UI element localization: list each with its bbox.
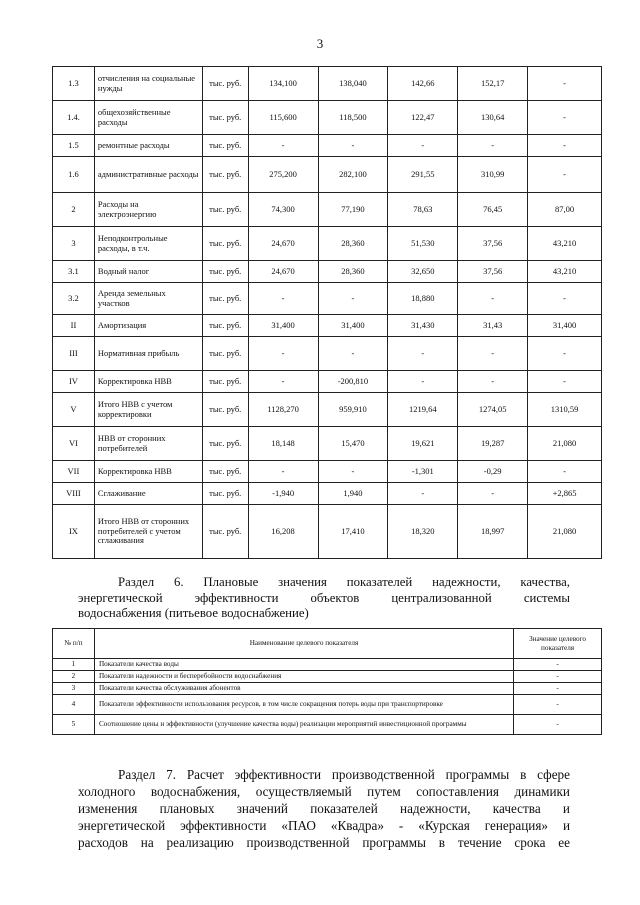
table-row [53,227,602,261]
row-unit: тыс. руб. [202,135,248,157]
row-value: +2,865 [528,483,602,505]
row-value: 18,320 [388,505,458,559]
row-name: Корректировка НВВ [94,371,202,393]
row-value: 31,430 [388,315,458,337]
row-value: 959,910 [318,393,388,427]
row-value: 19,287 [458,427,528,461]
row-name: общехозяйственные расходы [94,101,202,135]
row-number: IV [53,371,95,393]
row-number: 1.3 [53,67,95,101]
row-value: 18,997 [458,505,528,559]
header-num: № п/п [53,629,95,659]
section-7-line: холодного водоснабжения, осуществляемый путем сопоставления динамики [78,784,570,799]
table-row [53,101,602,135]
row-value: -200,810 [318,371,388,393]
row-number: III [53,337,95,371]
table-row [53,193,602,227]
table-row [53,483,602,505]
row-number: V [53,393,95,427]
row-value: 21,080 [528,427,602,461]
row-value: 15,470 [318,427,388,461]
row-number: VI [53,427,95,461]
row-value: - [458,483,528,505]
row-value: - [528,371,602,393]
row-name: Корректировка НВВ [94,461,202,483]
indicator-number: 3 [53,683,95,695]
row-name: Нормативная прибыль [94,337,202,371]
row-value: 115,600 [248,101,318,135]
row-name: административные расходы [94,157,202,193]
row-value: 87,00 [528,193,602,227]
row-value: 16,208 [248,505,318,559]
row-value: - [318,283,388,315]
row-unit: тыс. руб. [202,67,248,101]
indicator-number: 1 [53,659,95,671]
row-value: 142,66 [388,67,458,101]
row-value: - [248,337,318,371]
row-number: VIII [53,483,95,505]
row-name: Водный налог [94,261,202,283]
row-unit: тыс. руб. [202,315,248,337]
row-value: - [388,371,458,393]
row-value: 18,148 [248,427,318,461]
section-7-text [78,766,570,851]
row-value: 19,621 [388,427,458,461]
row-value: - [318,461,388,483]
section-7-line: Раздел 7. Расчет эффективности производственной программы в сфере [118,767,570,782]
row-value: - [458,371,528,393]
indicator-value: - [514,659,602,671]
row-unit: тыс. руб. [202,483,248,505]
row-name: НВВ от сторонних потребителей [94,427,202,461]
indicator-number: 5 [53,715,95,735]
row-value: 32,650 [388,261,458,283]
row-value: 28,360 [318,261,388,283]
section-7-line: изменения плановых значений показателей надежности, качества и [78,801,570,816]
row-unit: тыс. руб. [202,393,248,427]
table-row [53,671,602,683]
row-name: отчисления на социальные нужды [94,67,202,101]
row-value: 51,530 [388,227,458,261]
row-value: 130,64 [458,101,528,135]
table-row [53,695,602,715]
row-value: - [248,461,318,483]
row-value: 122,47 [388,101,458,135]
row-value: - [528,283,602,315]
row-value: - [248,135,318,157]
row-value: 275,200 [248,157,318,193]
row-name: Неподконтрольные расходы, в т.ч. [94,227,202,261]
row-unit: тыс. руб. [202,371,248,393]
row-value: 1,940 [318,483,388,505]
row-unit: тыс. руб. [202,427,248,461]
row-name: Расходы на электроэнергию [94,193,202,227]
row-value: - [528,101,602,135]
row-name: Итого НВВ с учетом корректировки [94,393,202,427]
section-7-line: энергетической эффективности «ПАО «Квадра» - «Курская генерация» и [78,818,570,833]
row-name: ремонтные расходы [94,135,202,157]
indicator-value: - [514,671,602,683]
row-value: 77,190 [318,193,388,227]
row-value: 17,410 [318,505,388,559]
indicator-name: Показатели надежности и бесперебойности водоснабжения [94,671,513,683]
row-value: - [528,461,602,483]
section-7-line: расходов на реализацию производственной программы в течение срока ее [78,835,570,850]
section-6-line: Раздел 6. Плановые значения показателей надежности, качества, [118,575,570,589]
row-number: VII [53,461,95,483]
row-name: Сглаживание [94,483,202,505]
row-value: 43,210 [528,261,602,283]
indicator-number: 2 [53,671,95,683]
row-unit: тыс. руб. [202,227,248,261]
row-value: - [318,135,388,157]
row-value: - [248,283,318,315]
table-row [53,157,602,193]
table-row [53,261,602,283]
row-unit: тыс. руб. [202,505,248,559]
row-value: 28,360 [318,227,388,261]
row-value: 74,300 [248,193,318,227]
row-value: - [318,337,388,371]
table-row [53,315,602,337]
row-unit: тыс. руб. [202,157,248,193]
row-value: 43,210 [528,227,602,261]
row-value: 152,17 [458,67,528,101]
row-number: 1.5 [53,135,95,157]
table-row [53,135,602,157]
indicator-value: - [514,715,602,735]
row-value: - [528,157,602,193]
nvv-table [52,66,602,559]
header-value: Значение целевого показателя [514,629,602,659]
section-6-heading [78,575,570,622]
row-value: 37,56 [458,227,528,261]
row-unit: тыс. руб. [202,193,248,227]
row-unit: тыс. руб. [202,101,248,135]
row-value: -1,301 [388,461,458,483]
row-unit: тыс. руб. [202,461,248,483]
table-row [53,283,602,315]
table-row [53,505,602,559]
row-value: - [528,67,602,101]
row-name: Итого НВВ от сторонних потребителей с учетом сглаживания [94,505,202,559]
section-6-line: водоснабжения (питьевое водоснабжение) [78,606,309,620]
table-row [53,715,602,735]
row-value: 37,56 [458,261,528,283]
row-value: -1,940 [248,483,318,505]
header-name: Наименование целевого показателя [94,629,513,659]
row-value: - [458,337,528,371]
indicator-value: - [514,683,602,695]
row-value: - [388,337,458,371]
row-value: 21,080 [528,505,602,559]
row-number: 3.1 [53,261,95,283]
row-value: 1274,05 [458,393,528,427]
table-row [53,427,602,461]
row-value: 24,670 [248,227,318,261]
indicator-number: 4 [53,695,95,715]
table-row [53,371,602,393]
row-number: 2 [53,193,95,227]
table-row [53,461,602,483]
row-value: - [248,371,318,393]
indicator-name: Соотношение цены и эффективности (улучшение качества воды) реализации мероприятий инвестиционной программы [94,715,513,735]
row-value: 31,400 [528,315,602,337]
row-name: Аренда земельных участков [94,283,202,315]
row-value: 31,400 [318,315,388,337]
row-value: - [528,337,602,371]
row-value: 138,040 [318,67,388,101]
row-value: 78,63 [388,193,458,227]
page-number: 3 [316,36,324,51]
row-value: -0,29 [458,461,528,483]
row-unit: тыс. руб. [202,337,248,371]
row-unit: тыс. руб. [202,283,248,315]
row-name: Амортизация [94,315,202,337]
indicator-value: - [514,695,602,715]
row-value: - [388,483,458,505]
row-value: 134,100 [248,67,318,101]
row-value: 310,99 [458,157,528,193]
row-value: - [388,135,458,157]
row-value: 282,100 [318,157,388,193]
row-value: - [528,135,602,157]
row-value: 118,500 [318,101,388,135]
row-value: 1310,59 [528,393,602,427]
row-value: 291,55 [388,157,458,193]
row-number: 3 [53,227,95,261]
indicator-name: Показатели качества воды [94,659,513,671]
row-value: 76,45 [458,193,528,227]
table-row [53,393,602,427]
row-number: II [53,315,95,337]
section-6-line: энергетической эффективности объектов централизованной системы [78,590,570,605]
table-row [53,337,602,371]
table-row [53,683,602,695]
row-value: 1128,270 [248,393,318,427]
row-value: - [458,283,528,315]
row-value: 1219,64 [388,393,458,427]
row-number: 1.4. [53,101,95,135]
indicators-table [52,628,602,735]
row-number: IX [53,505,95,559]
indicator-name: Показатели эффективности использования ресурсов, в том числе сокращения потерь воды при транспортировке [94,695,513,715]
row-unit: тыс. руб. [202,261,248,283]
table-row [53,67,602,101]
row-value: 31,43 [458,315,528,337]
row-value: - [458,135,528,157]
indicator-name: Показатели качества обслуживания абонентов [94,683,513,695]
row-value: 18,880 [388,283,458,315]
row-value: 24,670 [248,261,318,283]
row-number: 3.2 [53,283,95,315]
row-number: 1.6 [53,157,95,193]
table-row [53,659,602,671]
row-value: 31,400 [248,315,318,337]
